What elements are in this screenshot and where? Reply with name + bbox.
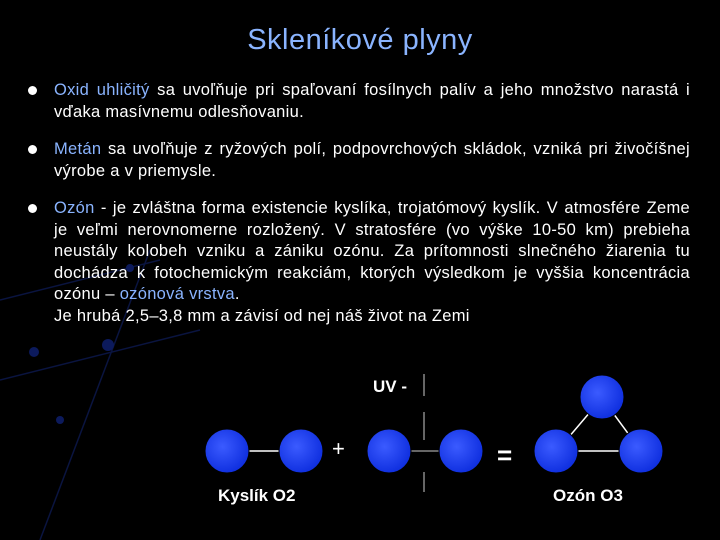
oxygen-atom — [205, 429, 249, 473]
ozone-atom — [580, 375, 624, 419]
bullet-dot-icon — [28, 145, 37, 154]
oxygen-atom-single — [439, 429, 483, 473]
diagram-graphic — [0, 360, 720, 540]
bullet-text-end: . — [234, 285, 240, 303]
term-methane: Metán — [54, 140, 102, 158]
slide-title: Skleníkové plyny — [247, 24, 473, 56]
bullet-list — [26, 80, 690, 343]
bullet-dot-icon — [28, 204, 37, 213]
bullet-methane — [26, 139, 690, 182]
bullet-text: sa uvoľňuje pri spaľovaní fosílnych palív a jeho množstvo narastá i vďaka masívnemu odlesňovaniu. — [54, 81, 690, 121]
bullet-ozone — [26, 198, 690, 327]
plus-sign: + — [332, 436, 345, 461]
bullet-co2 — [26, 80, 690, 123]
oxygen-atom — [279, 429, 323, 473]
bullet-text: - je zvláštna forma existencie kyslíka, trojatómový kyslík. V atmosfére Zeme je veľmi nerovnomerne rozložený. V stratosfére (vo výške 10-50 km) prebieha neustály kolobeh vzniku a zániku ozónu. Za prítomnosti slnečného žiarenia tu dochádza k fotochemickým reakciám, ktorých výsledkom je vyššia koncentrácia ozónu – — [54, 199, 690, 303]
uv-label: UV - — [373, 377, 407, 396]
oxygen-atom-single — [367, 429, 411, 473]
term-co2: Oxid uhličitý — [54, 81, 150, 99]
ozone-atom — [619, 429, 663, 473]
bullet-line2: Je hrubá 2,5–3,8 mm a závisí od nej náš život na Zemi — [54, 306, 470, 325]
decor-dot — [29, 347, 39, 357]
ozone-label: Ozón O3 — [553, 486, 623, 505]
bullet-dot-icon — [28, 86, 37, 95]
equals-sign: = — [497, 440, 513, 470]
bullet-text: sa uvoľňuje z ryžových polí, podpovrchových skládok, vzniká pri živočíšnej výrobe a v priemysle. — [54, 140, 690, 180]
ozone-formation-diagram — [0, 360, 720, 540]
oxygen-label: Kyslík O2 — [218, 486, 296, 505]
term-ozone-layer: ozónová vrstva — [119, 285, 235, 303]
ozone-atom — [534, 429, 578, 473]
term-ozone: Ozón — [54, 199, 95, 217]
